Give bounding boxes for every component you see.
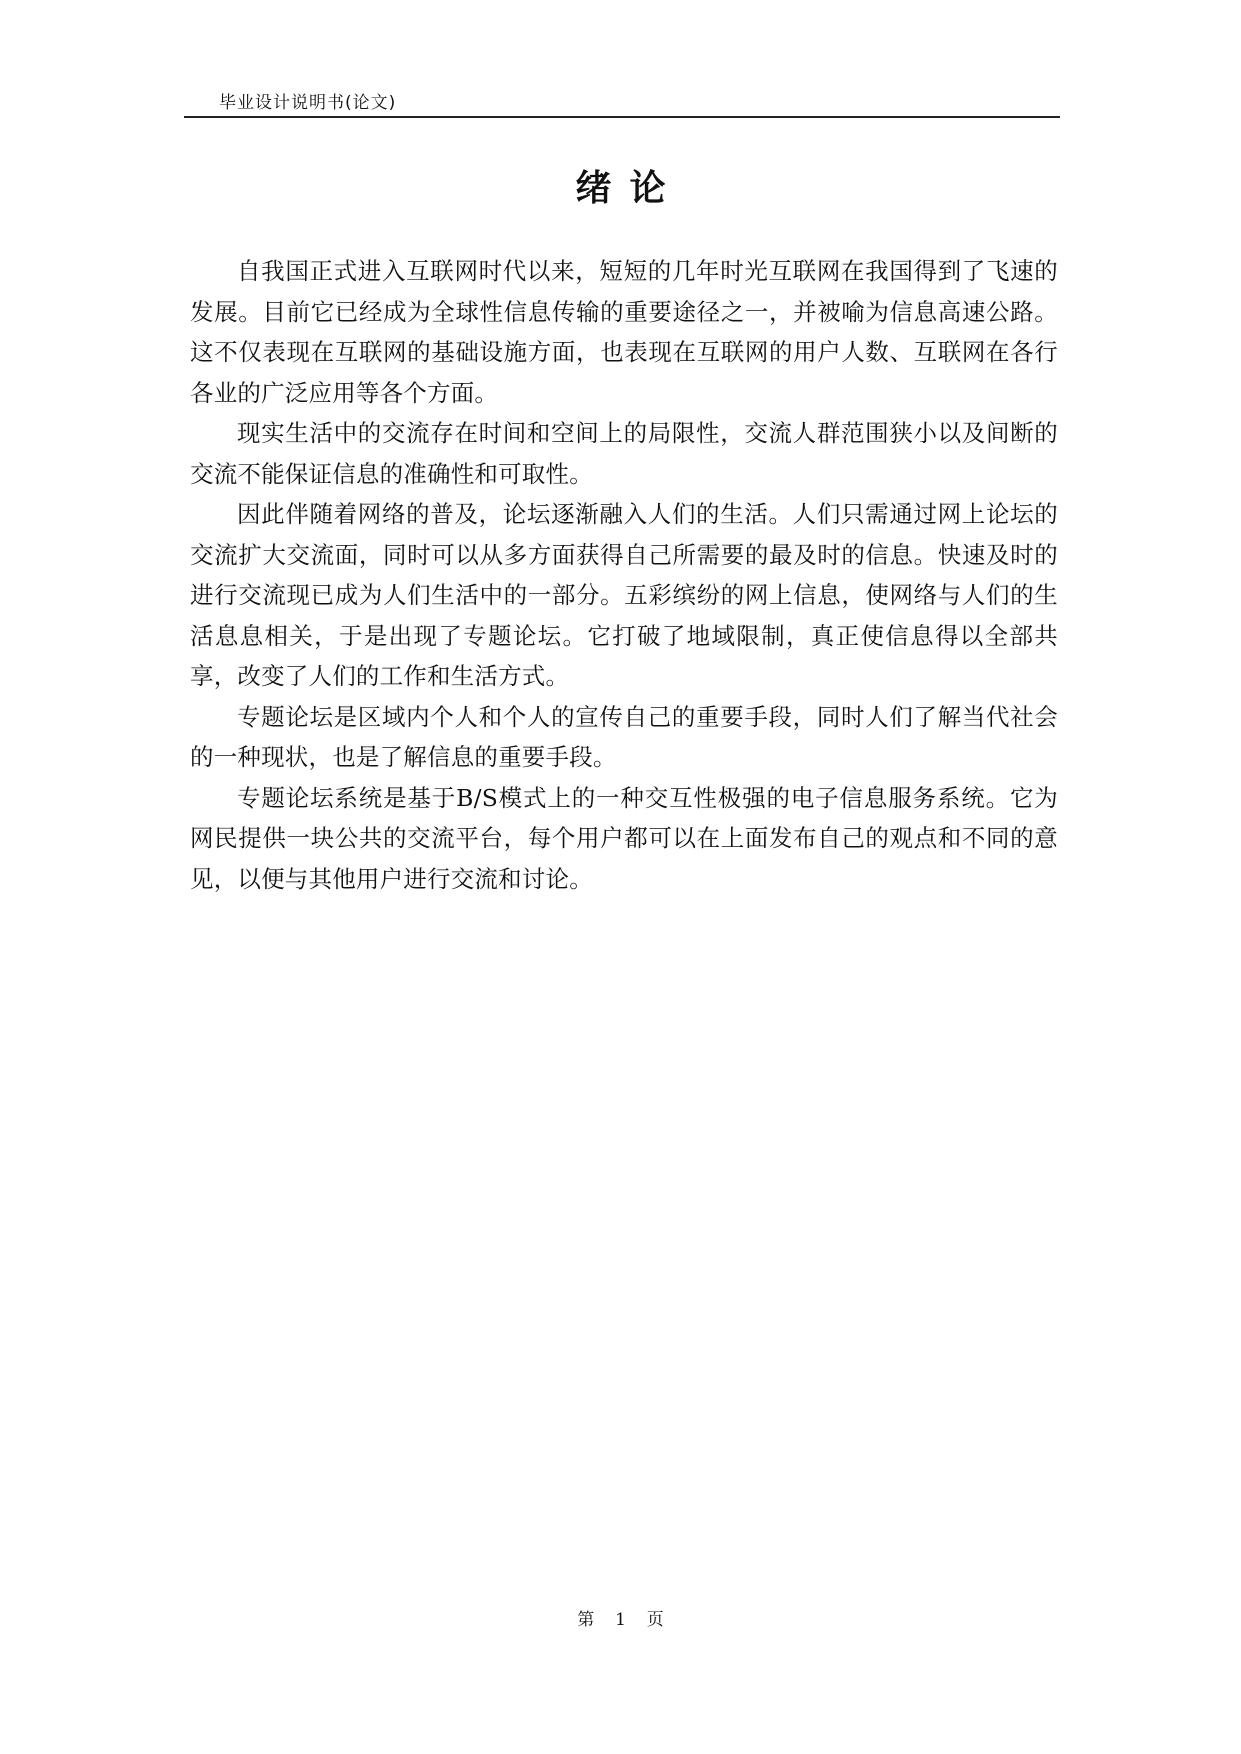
header-title: 毕业设计说明书(论文) [219, 93, 397, 113]
page-number-suffix: 页 [646, 1610, 664, 1630]
page-number: 1 [615, 1610, 626, 1630]
paragraph: 自我国正式进入互联网时代以来，短短的几年时光互联网在我国得到了飞速的发展。目前它已经成为全球性信息传输的重要途径之一，并被喻为信息高速公路。这不仅表现在互联网的基础设施方面，也表现在互联网的用户人数、互联网在各行各业的广泛应用等各个方面。 [190, 257, 1058, 407]
paragraph: 专题论坛系统是基于B/S模式上的一种交互性极强的电子信息服务系统。它为网民提供一块公共的交流平台，每个用户都可以在上面发布自己的观点和不同的意见，以便与其他用户进行交流和讨论。 [190, 783, 1058, 893]
paragraph: 现实生活中的交流存在时间和空间上的局限性，交流人群范围狭小以及间断的交流不能保证信息的准确性和可取性。 [190, 419, 1058, 488]
page-footer [0, 1605, 1241, 1630]
paragraph: 专题论坛是区域内个人和个人的宣传自己的重要手段，同时人们了解当代社会的一种现状，也是了解信息的重要手段。 [190, 702, 1058, 771]
paragraph: 因此伴随着网络的普及，论坛逐渐融入人们的生活。人们只需通过网上论坛的交流扩大交流面，同时可以从多方面获得自己所需要的最及时的信息。快速及时的进行交流现已成为人们生活中的一部分。五彩缤纷的网上信息，使网络与人们的生活息息相关，于是出现了专题论坛。它打破了地域限制，真正使信息得以全部共享，改变了人们的工作和生活方式。 [190, 500, 1058, 690]
body-text [190, 251, 1058, 899]
page-number-prefix: 第 [577, 1610, 595, 1630]
page-header [184, 86, 1060, 118]
chapter-title: 绪论 [575, 168, 684, 209]
